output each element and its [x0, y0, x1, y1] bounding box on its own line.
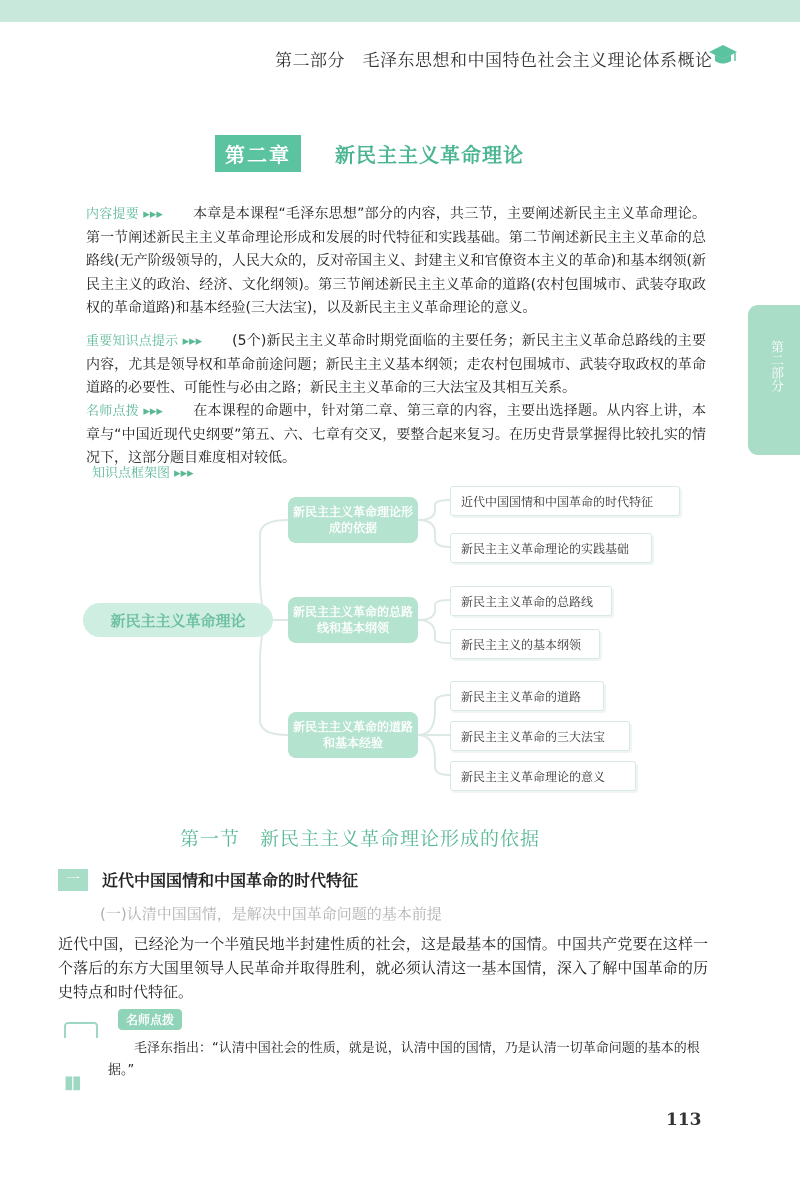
graduation-cap-icon	[708, 42, 738, 68]
teacher-label: 名师点拨 ▸▸▸	[86, 404, 163, 419]
mindmap-leaf: 新民主主义的基本纲领	[450, 629, 600, 659]
keypoints-text: (5个)新民主主义革命时期党面临的主要任务；新民主主义革命总路线的主要内容，尤其是领导权和革命前途问题；新民主主义基本纲领；走农村包围城市、武装夺取政权的革命道路的必要性、可能性与必由之路；新民主主义革命的三大法宝及其相互关系。	[86, 333, 706, 396]
knowledge-mindmap	[0, 475, 800, 815]
running-header: 第二部分 毛泽东思想和中国特色社会主义理论体系概论	[275, 51, 713, 71]
teacher-text: 在本课程的命题中，针对第二章、第三章的内容，主要出选择题。从内容上讲，本章与“中国近现代史纲要”第五、六、七章有交叉，要整合起来复习。在历史背景掌握得比较扎实的情况下，这部分题目难度相对较低。	[86, 403, 706, 466]
body-paragraph: 近代中国，已经沦为一个半殖民地半封建性质的社会，这是最基本的国情。中国共产党要在这样一个落后的东方大国里领导人民革命并取得胜利，就必须认清这一基本国情，深入了解中国革命的历史特点和时代特征。	[58, 935, 708, 1001]
page-number: 113	[666, 1110, 702, 1130]
chapter-number: 第二章	[215, 135, 301, 172]
teacher-paragraph	[86, 400, 706, 471]
top-decor-band	[0, 0, 800, 22]
keypoints-paragraph	[86, 330, 706, 401]
framework-label: 知识点框架图 ▸▸▸	[92, 466, 194, 481]
mindmap-leaf: 新民主主义革命理论的实践基础	[450, 533, 652, 563]
summary-paragraph	[86, 203, 706, 321]
mindmap-leaf: 近代中国国情和中国革命的时代特征	[450, 486, 680, 516]
side-tab-label: 第二部分	[768, 340, 783, 392]
mindmap-leaf: 新民主主义革命的总路线	[450, 586, 612, 616]
subsection-badge: 一	[58, 869, 88, 891]
side-tab[interactable]	[748, 305, 800, 455]
mindmap-branch-2: 新民主主义革命的总路线和基本纲领	[288, 597, 418, 643]
mindmap-leaf: 新民主主义革命的三大法宝	[450, 721, 630, 751]
mindmap-branch-3: 新民主主义革命的道路和基本经验	[288, 712, 418, 758]
subsection-title: 近代中国国情和中国革命的时代特征	[102, 871, 359, 890]
mindmap-leaf: 新民主主义革命的道路	[450, 681, 604, 711]
sub-subsection-title: (一)认清中国国情，是解决中国革命问题的基本前提	[100, 905, 442, 923]
tip-bracket-decor	[64, 1022, 98, 1038]
summary-label: 内容提要 ▸▸▸	[86, 207, 163, 222]
mindmap-root: 新民主主义革命理论	[83, 603, 273, 637]
tip-quote: 毛泽东指出：“认清中国社会的性质，就是说，认清中国的国情，乃是认清一切革命问题的基本的根据。”	[108, 1041, 700, 1078]
tip-label: 名师点拨	[118, 1009, 182, 1030]
mindmap-leaf: 新民主主义革命理论的意义	[450, 761, 636, 791]
chapter-heading	[215, 135, 524, 171]
subsection-heading	[58, 868, 358, 891]
tip-end-decor: ▮▮	[64, 1072, 80, 1093]
keypoints-label: 重要知识点提示 ▸▸▸	[86, 334, 203, 349]
section-title: 第一节 新民主主义革命理论形成的依据	[180, 828, 541, 850]
mindmap-branch-1: 新民主主义革命理论形成的依据	[288, 497, 418, 543]
chapter-title: 新民主主义革命理论	[335, 142, 524, 167]
summary-text: 本章是本课程“毛泽东思想”部分的内容，共三节，主要阐述新民主主义革命理论。第一节阐述新民主主义革命理论形成和发展的时代特征和实践基础。第二节阐述新民主主义革命的总路线(无产阶级领导的，人民大众的，反对帝国主义、封建主义和官僚资本主义的革命)和基本纲领(新民主主义的政治、经济、文化纲领)。第三节阐述新民主主义革命的道路(农村包围城市、武装夺取政权的革命道路)和基本经验(三大法宝)，以及新民主主义革命理论的意义。	[86, 206, 706, 316]
